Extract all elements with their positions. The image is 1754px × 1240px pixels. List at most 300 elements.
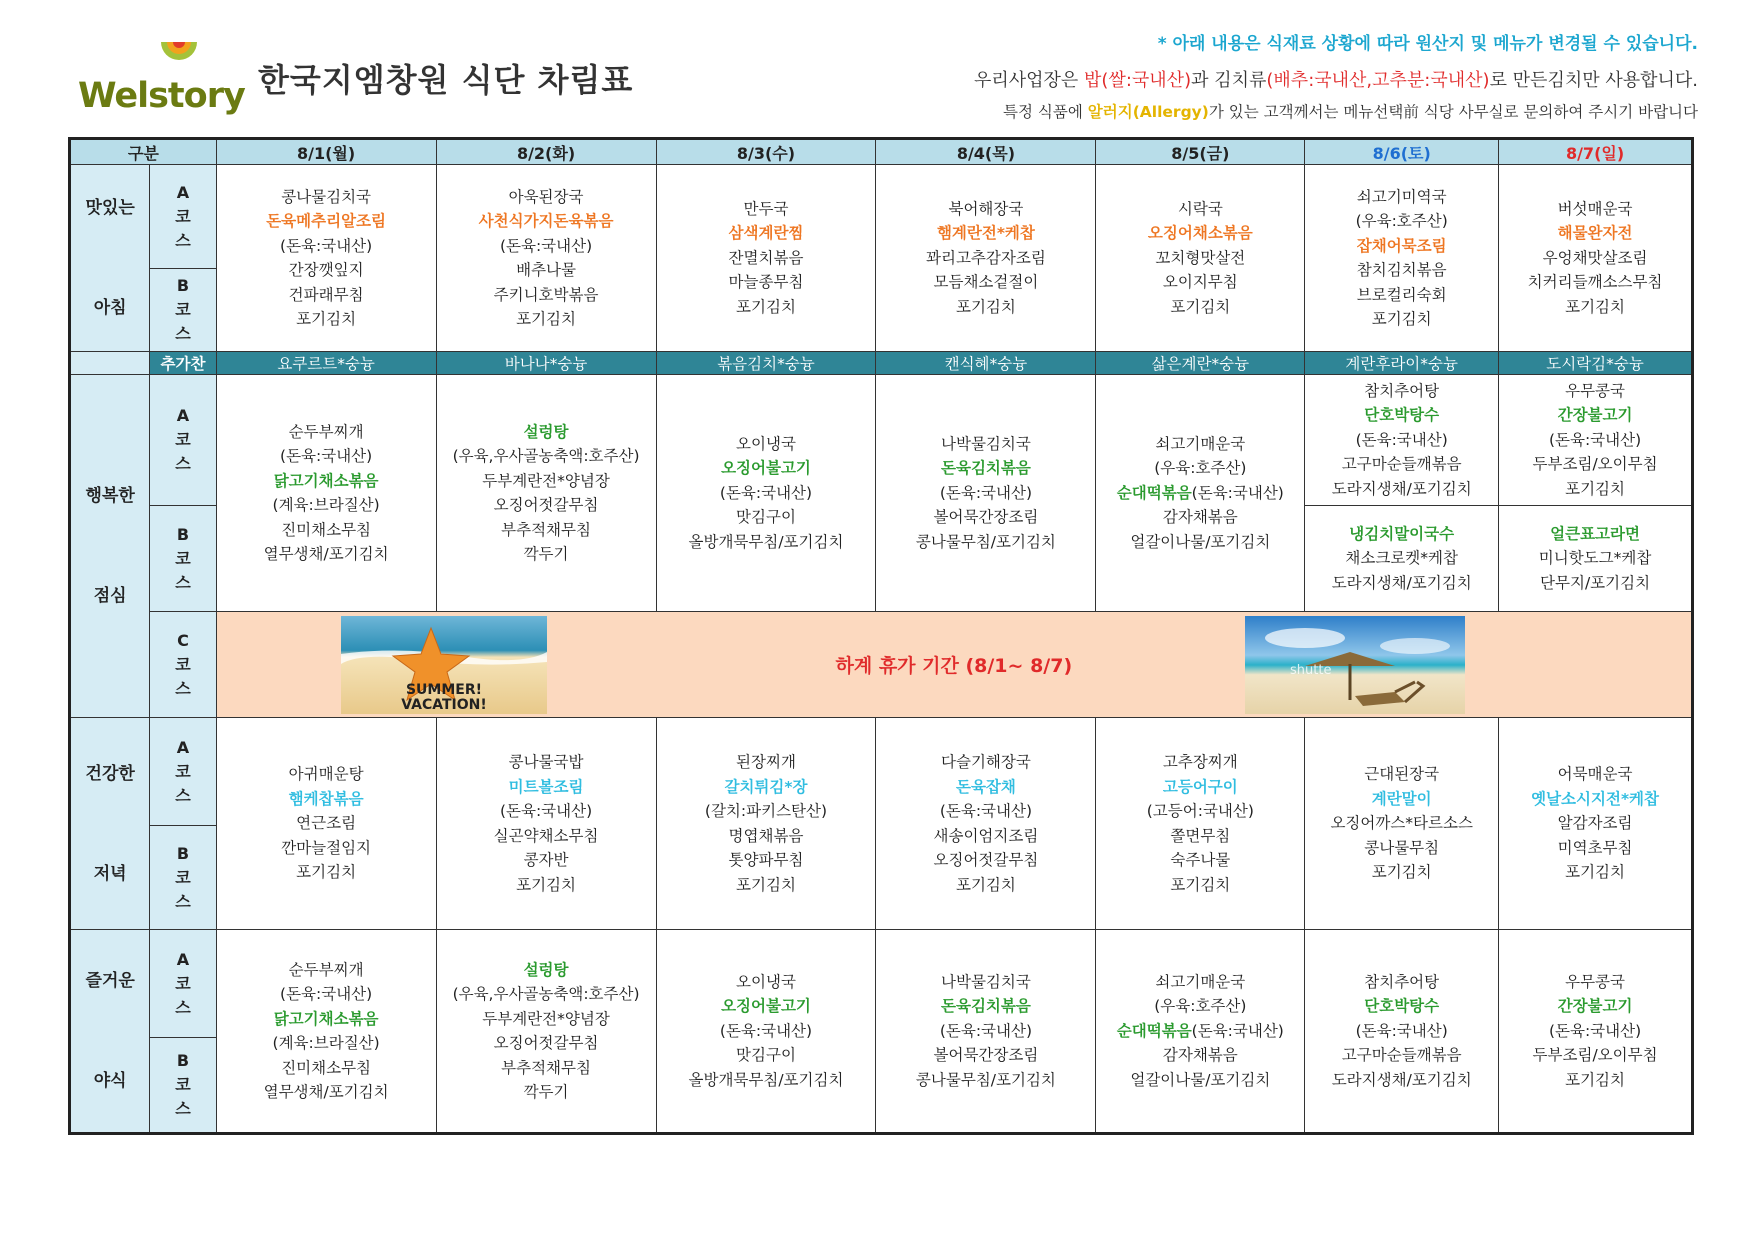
menu-item-text: 포기김치	[736, 875, 796, 894]
menu-cell	[1305, 375, 1499, 506]
menu-item-text: (돈육:국내산)	[939, 1021, 1033, 1040]
menu-item	[437, 1007, 656, 1032]
menu-item	[876, 481, 1095, 506]
menu-item	[1499, 246, 1691, 271]
day-header: 8/1(월)	[216, 139, 436, 165]
menu-item	[437, 185, 656, 210]
menu-item	[1499, 811, 1691, 836]
menu-item	[876, 221, 1095, 246]
menu-item-text: (돈육:국내산)	[499, 236, 593, 255]
menu-item	[1305, 428, 1498, 453]
menu-item-text: (돈육:국내산)	[1355, 430, 1448, 449]
menu-item	[437, 234, 656, 259]
menu-item-text: (돈육:국내산)	[499, 802, 593, 820]
menu-item-text: 미역초무침	[1557, 838, 1633, 857]
menu-item	[657, 994, 876, 1019]
menu-item	[876, 295, 1095, 320]
welstory-sun-logo-icon	[76, 40, 226, 80]
menu-item-text: 톳양파무침	[728, 851, 804, 869]
menu-item	[1096, 1043, 1304, 1068]
menu-item	[1499, 221, 1691, 246]
course-label-b	[150, 826, 216, 930]
menu-item	[1499, 762, 1691, 787]
menu-item-text: 돈육김치볶음	[941, 459, 1031, 478]
menu-item-text: 진미채소무침	[281, 520, 372, 539]
menu-item-text: 우무콩국	[1565, 381, 1625, 400]
menu-item	[217, 283, 436, 308]
menu-item-text: (우육:호주산)	[1154, 459, 1247, 478]
menu-item-text: (고등어:국내산)	[1146, 802, 1254, 820]
menu-item	[217, 185, 436, 210]
menu-item-text: 맛김구이	[736, 1046, 796, 1065]
menu-item-text: 포기김치	[1371, 310, 1432, 328]
vacation-banner	[216, 612, 1692, 718]
menu-item	[217, 209, 436, 234]
menu-cell	[1499, 930, 1693, 1134]
menu-item	[876, 530, 1095, 555]
day-header-saturday: 8/6(토)	[1305, 139, 1499, 165]
menu-item-text: 콩나물무침/포기김치	[915, 1070, 1056, 1089]
menu-item	[437, 307, 656, 332]
course-label-b	[150, 269, 216, 352]
menu-item	[437, 1056, 656, 1081]
menu-item-text: 쇠고기매운국	[1155, 434, 1246, 453]
menu-item-text: 순대떡볶음	[1116, 1021, 1192, 1040]
welstory-logo	[76, 40, 245, 120]
menu-item-text: 포기김치	[1565, 297, 1625, 316]
extra-item: 계란후라이*숭늉	[1305, 352, 1499, 375]
menu-item	[437, 493, 656, 518]
menu-item	[1499, 836, 1691, 861]
menu-item-text: 나박물김치국	[941, 434, 1031, 453]
menu-item-text: 깐마늘절임지	[281, 838, 372, 857]
menu-item-text: 깍두기	[523, 545, 569, 563]
menu-cell	[1096, 165, 1305, 352]
menu-item	[876, 994, 1095, 1019]
menu-item-text: 도라지생채/포기김치	[1331, 479, 1472, 498]
menu-cell	[876, 718, 1096, 930]
menu-item-text: 올방개묵무침/포기김치	[688, 1070, 844, 1089]
menu-item	[217, 307, 436, 332]
course-label-b	[150, 1038, 216, 1134]
menu-item-text: 만두국	[743, 199, 789, 218]
menu-item	[217, 518, 436, 543]
menu-item-text: 쇠고기매운국	[1155, 972, 1246, 991]
menu-item-text: 오징어채소볶음	[1147, 224, 1253, 243]
menu-item	[217, 258, 436, 283]
menu-item	[876, 270, 1095, 295]
menu-item	[437, 1080, 656, 1105]
menu-item	[217, 542, 436, 567]
corner-header: 구분	[70, 139, 217, 165]
menu-item-text: 오징어젓갈무침	[933, 851, 1039, 869]
course-label-a	[150, 718, 216, 826]
menu-item-text: 북어해장국	[948, 199, 1024, 218]
menu-cell	[1499, 718, 1693, 930]
menu-item	[1499, 970, 1691, 995]
menu-item	[1499, 379, 1691, 404]
menu-item	[657, 530, 876, 555]
menu-item	[437, 873, 656, 898]
menu-cell	[1096, 375, 1305, 612]
menu-item	[657, 246, 876, 271]
menu-item	[1305, 1019, 1498, 1044]
menu-item	[1305, 836, 1498, 861]
menu-item-text: 잡채어묵조림	[1356, 236, 1447, 255]
menu-cell	[1096, 718, 1305, 930]
day-header-sunday: 8/7(일)	[1499, 139, 1693, 165]
menu-item-text: (돈육:국내산)	[280, 236, 373, 255]
menu-item-text: 순두부찌개	[288, 422, 364, 441]
menu-item	[657, 481, 876, 506]
menu-item	[657, 295, 876, 320]
day-header: 8/4(목)	[876, 139, 1096, 165]
menu-item-text: 두부조림/오이무침	[1532, 1046, 1658, 1065]
menu-item	[657, 873, 876, 898]
menu-item	[217, 982, 436, 1007]
menu-item-text: (돈육:국내산)	[939, 802, 1033, 820]
menu-item	[217, 469, 436, 494]
menu-item	[876, 197, 1095, 222]
menu-item	[1305, 571, 1498, 596]
menu-item	[657, 221, 876, 246]
menu-item	[1096, 505, 1304, 530]
menu-item	[437, 1031, 656, 1056]
menu-item	[437, 258, 656, 283]
menu-cell	[216, 165, 436, 352]
menu-item-text: (우육,우사골농축액:호주산)	[452, 985, 640, 1003]
menu-item-text: 단무지/포기김치	[1540, 573, 1651, 592]
menu-item	[217, 787, 436, 812]
menu-item	[657, 970, 876, 995]
menu-item	[657, 270, 876, 295]
notice-allergy: 특정 식품에 알러지(Allergy)가 있는 고객께서는 메뉴선택前 식당 사무실로 문의하여 주시기 바랍니다	[1003, 103, 1698, 121]
menu-item	[1096, 456, 1304, 481]
menu-item-text: 오징어불고기	[721, 459, 811, 478]
menu-item-text: 미트볼조림	[508, 777, 584, 796]
course-label-text: A 코 스	[175, 182, 191, 250]
menu-item-text: 어묵매운국	[1557, 765, 1633, 784]
menu-item	[657, 824, 876, 849]
menu-item	[1096, 970, 1304, 995]
vacation-period-text: 하계 휴가 기간 (8/1~ 8/7)	[835, 655, 1073, 677]
menu-item-text: 건파래무침	[288, 285, 364, 304]
menu-item-text: 맛김구이	[736, 508, 796, 527]
menu-item	[876, 432, 1095, 457]
menu-cell	[1499, 165, 1693, 352]
extra-item: 바나나*숭늉	[436, 352, 656, 375]
menu-cell	[1499, 375, 1693, 506]
menu-item-text: 포기김치	[955, 297, 1016, 316]
menu-item	[876, 1068, 1095, 1093]
menu-item-text: 오이지무침	[1162, 273, 1238, 292]
course-label-text: A 코 스	[175, 949, 191, 1017]
menu-item-text: 오이냉국	[736, 434, 796, 453]
menu-item	[1096, 530, 1304, 555]
menu-item-text: (돈육:국내산)	[1355, 1021, 1448, 1040]
menu-item-text: 볼어묵간장조림	[933, 508, 1039, 527]
menu-item-text: 마늘종무침	[728, 273, 804, 292]
menu-item-text: 연근조림	[296, 814, 357, 833]
menu-item-text: 나박물김치국	[941, 972, 1031, 991]
menu-item	[1499, 522, 1691, 547]
menu-cell	[656, 165, 876, 352]
menu-item	[1499, 477, 1691, 502]
menu-item-text: 고등어구이	[1162, 777, 1238, 796]
menu-item	[437, 799, 656, 824]
menu-item	[437, 775, 656, 800]
menu-item-text: 부추적채무침	[501, 520, 591, 539]
menu-item-text: 돈육메추리알조림	[266, 212, 386, 230]
course-label-a	[150, 930, 216, 1038]
menu-item-text: 얼큰표고라면	[1550, 524, 1640, 543]
menu-item-text: (돈육:국내산)	[939, 483, 1033, 502]
menu-item-text: (돈육:국내산)	[280, 447, 373, 465]
course-label-text: B 코 스	[175, 843, 191, 911]
menu-cell	[656, 375, 876, 612]
meal-label-text: 즐거운 야식	[85, 971, 135, 1091]
menu-item-text: 포기김치	[1170, 297, 1231, 316]
header-row	[70, 139, 1693, 165]
menu-item-text: 미니핫도그*케찹	[1538, 549, 1652, 568]
menu-item	[1096, 873, 1304, 898]
menu-item-text: 실곤약채소무침	[493, 826, 599, 845]
menu-item	[1499, 994, 1691, 1019]
day-header: 8/5(금)	[1096, 139, 1305, 165]
menu-item	[1305, 234, 1498, 259]
menu-item-origin: (돈육:국내산)	[1191, 1021, 1284, 1040]
menu-item	[217, 444, 436, 469]
meal-label-text: 맛있는 아침	[85, 198, 135, 318]
menu-item-text: 얼갈이나물/포기김치	[1130, 1070, 1271, 1089]
menu-item	[437, 542, 656, 567]
menu-item	[437, 824, 656, 849]
menu-item	[1096, 246, 1304, 271]
menu-cell	[656, 930, 876, 1134]
menu-item-text: 참치김치볶음	[1356, 261, 1447, 279]
menu-item	[1305, 811, 1498, 836]
extra-item: 삶은계란*숭늉	[1096, 352, 1305, 375]
menu-item-text: 고추장찌개	[1162, 753, 1238, 771]
menu-item-text: 채소크로켓*케찹	[1345, 549, 1458, 568]
menu-item	[657, 1019, 876, 1044]
notice-origin: 우리사업장은 밥(쌀:국내산)과 김치류(배추:국내산,고추분:국내산)로 만든김치만 사용합니다.	[973, 70, 1698, 91]
menu-item	[1096, 824, 1304, 849]
menu-item	[1096, 994, 1304, 1019]
menu-item	[437, 958, 656, 983]
menu-item-text: 간장불고기	[1557, 406, 1633, 425]
menu-item	[1305, 452, 1498, 477]
menu-item	[1499, 571, 1691, 596]
meal-label-dinner	[70, 718, 150, 930]
menu-item	[1096, 197, 1304, 222]
menu-item-text: 버섯매운국	[1557, 199, 1633, 218]
menu-item	[437, 283, 656, 308]
extra-item: 볶음김치*숭늉	[656, 352, 876, 375]
menu-item-text: 우무콩국	[1565, 972, 1625, 991]
menu-item-text: 두부계란전*양념장	[482, 471, 610, 490]
menu-item-text: 포기김치	[1565, 863, 1625, 882]
menu-item	[1096, 848, 1304, 873]
menu-item-text: 브로컬리숙회	[1356, 285, 1447, 304]
menu-item-text: 시락국	[1177, 199, 1223, 218]
menu-item	[437, 469, 656, 494]
menu-item-text: 콩나물무침/포기김치	[915, 532, 1056, 551]
menu-cell	[436, 718, 656, 930]
menu-item	[1305, 403, 1498, 428]
menu-item-text: 감자채볶음	[1162, 1046, 1238, 1065]
menu-cell	[1305, 506, 1499, 612]
menu-item	[437, 518, 656, 543]
menu-item	[1305, 522, 1498, 547]
menu-item-text: 콩나물무침	[1364, 838, 1440, 857]
vacation-image-text-2: VACATION!	[400, 697, 487, 713]
menu-item	[437, 982, 656, 1007]
starfish-beach-image	[341, 616, 547, 714]
menu-item	[1096, 221, 1304, 246]
course-label-text: B 코 스	[175, 276, 191, 343]
menu-item-text: 열무생채/포기김치	[263, 1083, 389, 1101]
menu-item	[876, 873, 1095, 898]
menu-item	[1499, 452, 1691, 477]
menu-item	[217, 1007, 436, 1032]
menu-item-text: 돈육김치볶음	[941, 997, 1031, 1016]
meal-label-lunch	[70, 375, 150, 718]
menu-item-text: (돈육:국내산)	[280, 985, 373, 1003]
extra-row-spacer	[70, 352, 150, 375]
course-label-text: C 코 스	[175, 630, 191, 698]
menu-cell	[216, 930, 436, 1134]
menu-item-text: 순대떡볶음	[1116, 483, 1192, 502]
menu-item-text: 계란말이	[1371, 789, 1432, 808]
menu-item-text: 두부계란전*양념장	[482, 1009, 610, 1028]
menu-item-text: 포기김치	[1170, 875, 1231, 894]
notice-change: * 아래 내용은 식재료 상황에 따라 원산지 및 메뉴가 변경될 수 있습니다.	[1157, 34, 1698, 54]
menu-item	[437, 444, 656, 469]
menu-item	[1499, 1019, 1691, 1044]
menu-item-text: 쫄면무침	[1170, 826, 1231, 845]
menu-item-text: 알감자조림	[1557, 814, 1633, 833]
menu-item-text: (돈육:국내산)	[1548, 430, 1642, 449]
menu-item-text: 숙주나물	[1170, 851, 1231, 869]
menu-item-text: 참치추어탕	[1364, 381, 1440, 400]
menu-item	[1096, 432, 1304, 457]
menu-item-text: 된장찌개	[736, 753, 796, 771]
menu-item	[1499, 270, 1691, 295]
menu-item	[1096, 481, 1304, 506]
menu-item	[1499, 787, 1691, 812]
course-label-text: B 코 스	[175, 524, 191, 592]
menu-item	[1305, 283, 1498, 308]
menu-item	[1305, 994, 1498, 1019]
extra-item: 요쿠르트*숭늉	[216, 352, 436, 375]
menu-item	[1499, 295, 1691, 320]
menu-item-text: 포기김치	[1565, 1070, 1625, 1089]
menu-item-text: 순두부찌개	[288, 960, 364, 979]
menu-item-text: (돈육:국내산)	[719, 1021, 813, 1040]
menu-item-text: 명엽채볶음	[728, 826, 804, 845]
menu-item-text: 볼어묵간장조림	[933, 1046, 1039, 1065]
meal-label-text: 건강한 저녁	[85, 763, 135, 884]
menu-item	[657, 1068, 876, 1093]
meal-menu-table	[68, 137, 1694, 1135]
menu-item-text: (우육:호주산)	[1355, 212, 1448, 230]
day-header: 8/2(화)	[436, 139, 656, 165]
menu-item	[1499, 403, 1691, 428]
image-watermark: shutte	[1289, 663, 1332, 678]
menu-item-text: (돈육:국내산)	[1548, 1021, 1642, 1040]
extra-label: 추가찬	[150, 352, 216, 375]
menu-item-text: 콩자반	[523, 851, 569, 869]
menu-item	[1305, 379, 1498, 404]
menu-item-text: 아귀매운탕	[288, 765, 364, 784]
menu-item-text: 오징어젓갈무침	[493, 1034, 599, 1052]
menu-item	[1096, 295, 1304, 320]
course-label-text: A 코 스	[175, 737, 191, 805]
menu-item	[1096, 750, 1304, 775]
menu-item-text: 아욱된장국	[508, 187, 584, 206]
extra-item: 캔식혜*숭늉	[876, 352, 1096, 375]
menu-item-text: 잔멸치볶음	[728, 248, 804, 267]
menu-item-text: 꼬치형맛살전	[1155, 248, 1246, 267]
menu-item-text: 꽈리고추감자조림	[926, 248, 1046, 267]
menu-item	[876, 750, 1095, 775]
menu-item	[1499, 1068, 1691, 1093]
menu-item-text: 포기김치	[296, 863, 357, 882]
menu-cell	[216, 375, 436, 612]
menu-item-text: 닭고기채소볶음	[273, 471, 379, 490]
menu-item	[1096, 1019, 1304, 1044]
menu-item-text: 감자채볶음	[1162, 508, 1238, 527]
menu-item-text: (우육:호주산)	[1154, 997, 1247, 1016]
menu-item	[1305, 1043, 1498, 1068]
menu-cell	[1499, 506, 1693, 612]
menu-item-text: 간장불고기	[1557, 997, 1633, 1016]
menu-item-text: (계육:브라질산)	[272, 496, 380, 514]
course-label-text: B 코 스	[175, 1051, 191, 1118]
menu-item-text: 근대된장국	[1364, 765, 1440, 784]
menu-item	[1305, 546, 1498, 571]
menu-item-text: 닭고기채소볶음	[273, 1009, 379, 1028]
menu-item	[437, 848, 656, 873]
menu-item	[1305, 477, 1498, 502]
menu-item	[217, 420, 436, 445]
menu-item	[1305, 185, 1498, 210]
menu-item	[876, 775, 1095, 800]
menu-cell	[1305, 718, 1499, 930]
menu-item	[217, 860, 436, 885]
course-label-a	[150, 165, 216, 269]
menu-item-text: 치커리들깨소스무침	[1527, 273, 1663, 292]
menu-item-text: 간장깻잎지	[288, 261, 364, 279]
menu-item	[876, 799, 1095, 824]
menu-item-text: 올방개묵무침/포기김치	[688, 532, 844, 551]
menu-item-text: 열무생채/포기김치	[263, 545, 389, 563]
menu-item	[217, 234, 436, 259]
menu-item-text: 사천식가지돈육볶음	[478, 212, 614, 230]
menu-item-text: 오이냉국	[736, 972, 796, 991]
menu-item-text: 포기김치	[736, 297, 796, 316]
day-header: 8/3(수)	[656, 139, 876, 165]
menu-item-text: 오징어까스*타르소스	[1330, 814, 1473, 833]
menu-item-text: 얼갈이나물/포기김치	[1130, 532, 1271, 551]
vacation-image-text-1: SUMMER!	[405, 682, 482, 698]
menu-item	[1305, 762, 1498, 787]
menu-item	[657, 799, 876, 824]
menu-item-text: 고구마순들깨볶음	[1341, 455, 1462, 474]
menu-item	[217, 958, 436, 983]
menu-cell	[436, 375, 656, 612]
